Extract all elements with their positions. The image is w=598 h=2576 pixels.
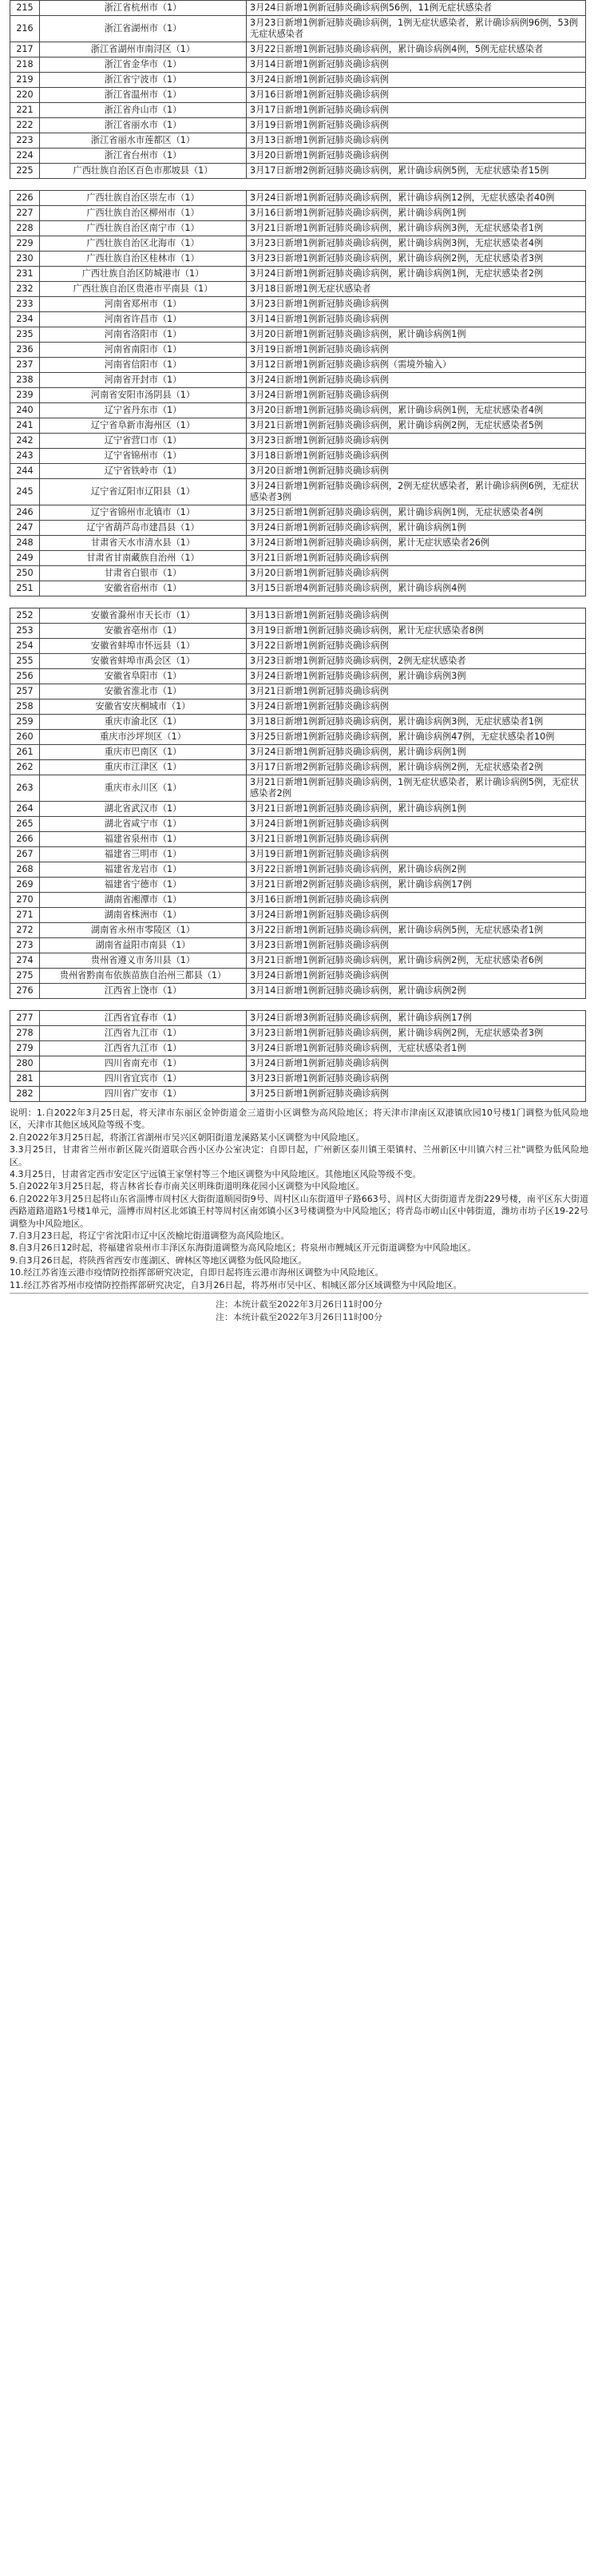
note-paragraph: 说明：1.自2022年3月25日起，将天津市东丽区金钟街道金三道街小区调整为高风险地区；将天津市津南区双港镇欣园10号楼1门调整为低风险地区，天津市其他区域风险等级不变。 (10, 1108, 588, 1131)
area-name: 江西省九江市（1） (40, 1041, 247, 1056)
row-number: 226 (10, 191, 40, 206)
area-name: 河南省许昌市（1） (40, 312, 247, 327)
table-row (10, 984, 586, 999)
case-description: 3月24日新增1例新冠肺炎确诊病例，累计无症状感染者26例 (247, 536, 586, 551)
table-row (10, 57, 586, 73)
note-paragraph: 11.经江苏省苏州市疫情防控指挥部研究决定，自3月26日起，将苏州市吴中区、相城区部分区域调整为中风险地区。 (10, 1279, 462, 1290)
row-number: 240 (10, 403, 40, 418)
table-row (10, 403, 586, 418)
area-name: 辽宁省营口市（1） (40, 434, 247, 449)
table-row (10, 206, 586, 221)
table-row (10, 479, 586, 505)
row-number: 279 (10, 1041, 40, 1056)
table-row (10, 551, 586, 566)
area-name: 辽宁省铁岭市（1） (40, 464, 247, 479)
case-description: 3月23日新增1例新冠肺炎确诊病例 (247, 297, 586, 312)
area-name: 广西壮族自治区贵港市平南县（1） (40, 282, 247, 297)
case-description: 3月21日新增1例新冠肺炎确诊病例，累计确诊病例2例，无症状感染者5例 (247, 418, 586, 434)
row-number: 238 (10, 373, 40, 388)
footer (10, 1298, 588, 1324)
area-name: 湖南省益阳市南县（1） (40, 938, 247, 953)
area-name: 广西壮族自治区崇左市（1） (40, 191, 247, 206)
area-name: 安徽省宿州市（1） (40, 581, 247, 596)
row-number: 281 (10, 1072, 40, 1087)
table-row (10, 654, 586, 669)
table-row (10, 624, 586, 639)
row-number: 228 (10, 221, 40, 236)
table-row (10, 878, 586, 893)
area-name: 福建省泉州市（1） (40, 832, 247, 847)
statistics-footnote: 注：本统计截至2022年3月26日11时00分 (216, 1312, 382, 1323)
row-number: 262 (10, 760, 40, 775)
table-gap (0, 999, 598, 1010)
area-name: 重庆市永川区（1） (40, 775, 247, 802)
case-description: 3月23日新增1例新冠肺炎确诊病例，累计确诊病例2例，无症状感染者3例 (247, 1026, 586, 1041)
area-name: 湖南省湘潭市（1） (40, 893, 247, 908)
row-number: 249 (10, 551, 40, 566)
table-row (10, 1, 586, 16)
case-description: 3月18日新增1例无症状感染者 (247, 282, 586, 297)
case-description: 3月24日新增1例新冠肺炎确诊病例，累计确诊病例1例，无症状感染者2例 (247, 267, 586, 282)
table-row (10, 715, 586, 730)
area-name: 浙江省杭州市（1） (40, 1, 247, 16)
area-name: 重庆市江津区（1） (40, 760, 247, 775)
table-row (10, 88, 586, 103)
case-description: 3月24日新增1例新冠肺炎确诊病例56例，11例无症状感染者 (247, 1, 586, 16)
row-number: 273 (10, 938, 40, 953)
note-paragraph: 7.自3月23日起，将辽宁省沈阳市辽中区茨榆坨街道调整为高风险地区。 (10, 1231, 290, 1242)
table-row (10, 581, 586, 596)
table-row (10, 449, 586, 464)
row-number: 276 (10, 984, 40, 999)
row-number: 280 (10, 1056, 40, 1072)
table-row (10, 388, 586, 403)
row-number: 263 (10, 775, 40, 802)
row-number: 234 (10, 312, 40, 327)
row-number: 272 (10, 923, 40, 938)
note-paragraph: 4.3月25日，甘肃省定西市安定区宁远镇王家堡村等三个地区调整为中风险地区。其他地区风险等级不变。 (10, 1169, 422, 1180)
row-number: 242 (10, 434, 40, 449)
area-name: 浙江省丽水市莲都区（1） (40, 133, 247, 149)
row-number: 236 (10, 343, 40, 358)
area-name: 河南省信阳市（1） (40, 358, 247, 373)
case-description: 3月17日新增1例新冠肺炎确诊病例 (247, 103, 586, 118)
table-row (10, 521, 586, 536)
area-name: 浙江省舟山市（1） (40, 103, 247, 118)
table-row (10, 745, 586, 760)
area-name: 江西省九江市（1） (40, 1026, 247, 1041)
case-description: 3月25日新增1例新冠肺炎确诊病例，累计确诊病例47例，无症状感染者10例 (247, 730, 586, 745)
note-paragraph: 9.自3月26日起，将陕西省西安市莲湖区、碑林区等地区调整为低风险地区。 (10, 1254, 307, 1266)
area-name: 河南省洛阳市（1） (40, 327, 247, 343)
case-description: 3月23日新增1例新冠肺炎确诊病例 (247, 1072, 586, 1087)
area-name: 河南省南阳市（1） (40, 343, 247, 358)
table-row (10, 1072, 586, 1087)
row-number: 221 (10, 103, 40, 118)
row-number: 237 (10, 358, 40, 373)
area-name: 浙江省金华市（1） (40, 57, 247, 73)
area-name: 辽宁省辽阳市辽阳县（1） (40, 479, 247, 505)
note-paragraph: 8.自3月26日12时起，将福建省泉州市丰泽区东海街道调整为高风险地区；将泉州市鲤城区开元街道调整为中风险地区。 (10, 1242, 477, 1254)
area-name: 湖北省咸宁市（1） (40, 817, 247, 832)
row-number: 235 (10, 327, 40, 343)
area-name: 江西省宜春市（1） (40, 1011, 247, 1026)
case-description: 3月24日新增1例新冠肺炎确诊病例，无症状感染者1例 (247, 1041, 586, 1056)
row-number: 227 (10, 206, 40, 221)
row-number: 230 (10, 252, 40, 267)
case-description: 3月22日新增1例新冠肺炎确诊病例，累计确诊病例2例 (247, 862, 586, 878)
row-number: 219 (10, 73, 40, 88)
area-name: 河南省开封市（1） (40, 373, 247, 388)
table-row (10, 669, 586, 684)
row-number: 243 (10, 449, 40, 464)
table-row (10, 282, 586, 297)
case-description: 3月15日新增4例新冠肺炎确诊病例，累计确诊病例4例 (247, 581, 586, 596)
table-row (10, 312, 586, 327)
table-row (10, 760, 586, 775)
row-number: 252 (10, 608, 40, 624)
row-number: 217 (10, 42, 40, 57)
area-name: 广西壮族自治区北海市（1） (40, 236, 247, 252)
area-name: 重庆市渝北区（1） (40, 715, 247, 730)
area-name: 甘肃省甘南藏族自治州（1） (40, 551, 247, 566)
area-name: 安徽省亳州市（1） (40, 624, 247, 639)
case-description: 3月14日新增1例新冠肺炎确诊病例 (247, 312, 586, 327)
area-name: 浙江省丽水市（1） (40, 118, 247, 133)
table-row (10, 536, 586, 551)
table-row (10, 297, 586, 312)
case-description: 3月25日新增1例新冠肺炎确诊病例，累计确诊病例1例，无症状感染者4例 (247, 505, 586, 521)
row-number: 215 (10, 1, 40, 16)
case-description: 3月24日新增1例新冠肺炎确诊病例 (247, 373, 586, 388)
table-row (10, 730, 586, 745)
area-name: 四川省宜宾市（1） (40, 1072, 247, 1087)
row-number: 254 (10, 639, 40, 654)
table-gap (0, 179, 598, 190)
case-description: 3月24日新增1例新冠肺炎确诊病例，累计确诊病例12例，无症状感染者40例 (247, 191, 586, 206)
case-description: 3月21日新增1例新冠肺炎确诊病例 (247, 832, 586, 847)
case-description: 3月18日新增1例新冠肺炎确诊病例 (247, 449, 586, 464)
row-number: 251 (10, 581, 40, 596)
case-description: 3月17日新增2例新冠肺炎确诊病例，累计确诊病例5例，无症状感染者15例 (247, 164, 586, 179)
case-description: 3月21日新增1例新冠肺炎确诊病例，累计确诊病例1例 (247, 802, 586, 817)
case-description: 3月14日新增1例新冠肺炎确诊病例 (247, 57, 586, 73)
row-number: 248 (10, 536, 40, 551)
area-name: 四川省南充市（1） (40, 1056, 247, 1072)
area-name: 浙江省湖州市（1） (40, 16, 247, 42)
table-row (10, 1041, 586, 1056)
table-row (10, 418, 586, 434)
row-number: 282 (10, 1087, 40, 1102)
table-row (10, 1011, 586, 1026)
risk-table (10, 190, 586, 596)
area-name: 浙江省宁波市（1） (40, 73, 247, 88)
area-name: 广西壮族自治区桂林市（1） (40, 252, 247, 267)
note-paragraph: 6.自2022年3月25日起将山东省淄博市周村区大街街道顺园街9号、周村区山东街道甲子路663号、周村区大街街道青龙街229号楼，南平区东大街道西路道路道路1号楼1单元，淄博市周村区北郊镇王村等周村区南郊镇小区3号楼调整为中风险地区；将青岛市崂山区中韩街道，潍坊市坊子区19-22号调整为中风险地区。 (10, 1193, 588, 1229)
case-description: 3月13日新增1例新冠肺炎确诊病例 (247, 608, 586, 624)
table-row (10, 639, 586, 654)
area-name: 安徽省淮北市（1） (40, 684, 247, 699)
area-name: 河南省郑州市（1） (40, 297, 247, 312)
area-name: 辽宁省锦州市北镇市（1） (40, 505, 247, 521)
risk-table (10, 608, 586, 999)
case-description: 3月24日新增1例新冠肺炎确诊病例 (247, 73, 586, 88)
table-row (10, 191, 586, 206)
area-name: 甘肃省天水市清水县（1） (40, 536, 247, 551)
area-name: 安徽省蚌埠市怀远县（1） (40, 639, 247, 654)
row-number: 220 (10, 88, 40, 103)
case-description: 3月23日新增1例新冠肺炎确诊病例 (247, 938, 586, 953)
table-row (10, 505, 586, 521)
case-description: 3月13日新增1例新冠肺炎确诊病例 (247, 133, 586, 149)
row-number: 233 (10, 297, 40, 312)
case-description: 3月21日新增1例新冠肺炎确诊病例，1例无症状感染者，累计确诊病例5例，无症状感染者2例 (247, 775, 586, 802)
case-description: 3月19日新增1例新冠肺炎确诊病例 (247, 118, 586, 133)
row-number: 270 (10, 893, 40, 908)
area-name: 江西省上饶市（1） (40, 984, 247, 999)
case-description: 3月21日新增1例新冠肺炎确诊病例，累计确诊病例2例，无症状感染者6例 (247, 953, 586, 969)
table-row (10, 938, 586, 953)
row-number: 231 (10, 267, 40, 282)
table-row (10, 862, 586, 878)
table-row (10, 608, 586, 624)
row-number: 277 (10, 1011, 40, 1026)
row-number: 269 (10, 878, 40, 893)
area-name: 辽宁省阜新市海州区（1） (40, 418, 247, 434)
table-row (10, 699, 586, 715)
row-number: 241 (10, 418, 40, 434)
risk-table (10, 0, 586, 179)
row-number: 268 (10, 862, 40, 878)
case-description: 3月20日新增1例新冠肺炎确诊病例，累计确诊病例1例，无症状感染者4例 (247, 403, 586, 418)
area-name: 安徽省安庆桐城市（1） (40, 699, 247, 715)
row-number: 244 (10, 464, 40, 479)
case-description: 3月23日新增1例新冠肺炎确诊病例 (247, 434, 586, 449)
table-row (10, 42, 586, 57)
row-number: 253 (10, 624, 40, 639)
case-description: 3月25日新增1例新冠肺炎确诊病例 (247, 1087, 586, 1102)
case-description: 3月24日新增1例新冠肺炎确诊病例，2例无症状感染者，累计确诊病例6例，无症状感染者3例 (247, 479, 586, 505)
risk-table (10, 1010, 586, 1102)
case-description: 3月12日新增1例新冠肺炎确诊病例（需境外输入） (247, 358, 586, 373)
case-description: 3月24日新增1例新冠肺炎确诊病例 (247, 1056, 586, 1072)
table-row (10, 103, 586, 118)
row-number: 246 (10, 505, 40, 521)
case-description: 3月21日新增1例新冠肺炎确诊病例 (247, 684, 586, 699)
case-description: 3月23日新增1例新冠肺炎确诊病例，2例无症状感染者 (247, 654, 586, 669)
table-row (10, 252, 586, 267)
case-description: 3月24日新增1例新冠肺炎确诊病例 (247, 969, 586, 984)
note-paragraph: 2.自2022年3月25日起，将浙江省湖州市吴兴区朝阳街道龙溪路某小区调整为中风险地区。 (10, 1131, 365, 1143)
row-number: 278 (10, 1026, 40, 1041)
table-row (10, 221, 586, 236)
row-number: 267 (10, 847, 40, 862)
case-description: 3月21日新增1例新冠肺炎确诊病例，累计确诊病例3例，无症状感染者1例 (247, 221, 586, 236)
notes-section (10, 1107, 588, 1291)
table-row (10, 327, 586, 343)
row-number: 266 (10, 832, 40, 847)
row-number: 255 (10, 654, 40, 669)
case-description: 3月21日新增2例新冠肺炎确诊病例，累计确诊病例17例 (247, 878, 586, 893)
statistics-footnote: 注：本统计截至2022年3月26日11时00分 (216, 1299, 382, 1310)
table-row (10, 684, 586, 699)
row-number: 260 (10, 730, 40, 745)
area-name: 辽宁省锦州市（1） (40, 449, 247, 464)
table-row (10, 832, 586, 847)
area-name: 四川省广安市（1） (40, 1087, 247, 1102)
row-number: 258 (10, 699, 40, 715)
note-paragraph: 5.自2022年3月25日起，将吉林省长春市南关区明珠街道明珠花园小区调整为中风险地区。 (10, 1181, 365, 1192)
case-description: 3月24日新增1例新冠肺炎确诊病例 (247, 699, 586, 715)
row-number: 250 (10, 566, 40, 581)
area-name: 广西壮族自治区防城港市（1） (40, 267, 247, 282)
case-description: 3月23日新增1例新冠肺炎确诊病例，1例无症状感染者，累计确诊病例96例，53例无症状感染者 (247, 16, 586, 42)
row-number: 264 (10, 802, 40, 817)
divider (10, 1293, 588, 1294)
note-paragraph: 10.经江苏省连云港市疫情防控指挥部研究决定，自即日起将连云港市海州区调整为中风险地区。 (10, 1267, 384, 1278)
area-name: 辽宁省葫芦岛市建昌县（1） (40, 521, 247, 536)
area-name: 贵州省黔南布依族苗族自治州三都县（1） (40, 969, 247, 984)
case-description: 3月22日新增1例新冠肺炎确诊病例 (247, 639, 586, 654)
area-name: 广西壮族自治区百色市那坡县（1） (40, 164, 247, 179)
area-name: 安徽省滁州市天长市（1） (40, 608, 247, 624)
area-name: 甘肃省白银市（1） (40, 566, 247, 581)
case-description: 3月24日新增1例新冠肺炎确诊病例 (247, 388, 586, 403)
row-number: 247 (10, 521, 40, 536)
area-name: 贵州省遵义市务川县（1） (40, 953, 247, 969)
case-description: 3月16日新增1例新冠肺炎确诊病例，累计确诊病例1例 (247, 206, 586, 221)
row-number: 256 (10, 669, 40, 684)
row-number: 274 (10, 953, 40, 969)
row-number: 218 (10, 57, 40, 73)
area-name: 重庆市巴南区（1） (40, 745, 247, 760)
case-description: 3月24日新增1例新冠肺炎确诊病例 (247, 817, 586, 832)
table-row (10, 464, 586, 479)
case-description: 3月24日新增1例新冠肺炎确诊病例 (247, 908, 586, 923)
case-description: 3月18日新增1例新冠肺炎确诊病例，累计确诊病例3例，无症状感染者1例 (247, 715, 586, 730)
table-row (10, 343, 586, 358)
case-description: 3月19日新增1例新冠肺炎确诊病例 (247, 847, 586, 862)
table-row (10, 1056, 586, 1072)
area-name: 福建省三明市（1） (40, 847, 247, 862)
row-number: 275 (10, 969, 40, 984)
table-row (10, 802, 586, 817)
area-name: 安徽省阜阳市（1） (40, 669, 247, 684)
case-description: 3月17日新增2例新冠肺炎确诊病例，累计确诊病例2例，无症状感染者2例 (247, 760, 586, 775)
area-name: 辽宁省丹东市（1） (40, 403, 247, 418)
case-description: 3月24日新增1例新冠肺炎确诊病例，累计确诊病例1例 (247, 521, 586, 536)
area-name: 广西壮族自治区柳州市（1） (40, 206, 247, 221)
table-row (10, 923, 586, 938)
case-description: 3月22日新增1例新冠肺炎确诊病例，累计确诊病例5例，无症状感染者1例 (247, 923, 586, 938)
row-number: 259 (10, 715, 40, 730)
case-description: 3月19日新增1例新冠肺炎确诊病例，累计无症状感染者8例 (247, 624, 586, 639)
case-description: 3月24日新增3例新冠肺炎确诊病例，累计确诊病例17例 (247, 1011, 586, 1026)
note-paragraph: 3.3月25日，甘肃省兰州市新区陇兴街道联合西小区办公室决定：自即日起，广州新区泰川镇王渠镇村、兰州新区中川镇六村三社"调整为低风险地区。 (10, 1144, 588, 1167)
table-row (10, 847, 586, 862)
table-row (10, 775, 586, 802)
case-description: 3月20日新增1例新冠肺炎确诊病例 (247, 566, 586, 581)
table-row (10, 566, 586, 581)
row-number: 271 (10, 908, 40, 923)
case-description: 3月23日新增1例新冠肺炎确诊病例，累计确诊病例2例，无症状感染者3例 (247, 252, 586, 267)
table-row (10, 893, 586, 908)
row-number: 261 (10, 745, 40, 760)
case-description: 3月16日新增1例新冠肺炎确诊病例 (247, 88, 586, 103)
area-name: 安徽省蚌埠市禹会区（1） (40, 654, 247, 669)
row-number: 232 (10, 282, 40, 297)
area-name: 福建省宁德市（1） (40, 878, 247, 893)
case-description: 3月24日新增1例新冠肺炎确诊病例，累计确诊病例3例 (247, 669, 586, 684)
table-row (10, 1026, 586, 1041)
row-number: 239 (10, 388, 40, 403)
table-row (10, 373, 586, 388)
table-row (10, 118, 586, 133)
table-row (10, 133, 586, 149)
case-description: 3月20日新增1例新冠肺炎确诊病例，累计确诊病例1例 (247, 327, 586, 343)
row-number: 223 (10, 133, 40, 149)
case-description: 3月19日新增1例新冠肺炎确诊病例 (247, 343, 586, 358)
risk-area-tables (0, 0, 598, 1102)
row-number: 265 (10, 817, 40, 832)
area-name: 浙江省台州市（1） (40, 149, 247, 164)
area-name: 浙江省温州市（1） (40, 88, 247, 103)
case-description: 3月22日新增1例新冠肺炎确诊病例，累计确诊病例4例，5例无症状感染者 (247, 42, 586, 57)
row-number: 225 (10, 164, 40, 179)
table-row (10, 164, 586, 179)
table-row (10, 236, 586, 252)
table-row (10, 73, 586, 88)
table-row (10, 16, 586, 42)
table-row (10, 149, 586, 164)
table-row (10, 267, 586, 282)
area-name: 湖南省株洲市（1） (40, 908, 247, 923)
area-name: 重庆市沙坪坝区（1） (40, 730, 247, 745)
area-name: 湖北省武汉市（1） (40, 802, 247, 817)
row-number: 216 (10, 16, 40, 42)
row-number: 224 (10, 149, 40, 164)
case-description: 3月20日新增1例新冠肺炎确诊病例 (247, 149, 586, 164)
case-description: 3月21日新增1例新冠肺炎确诊病例 (247, 551, 586, 566)
case-description: 3月23日新增1例新冠肺炎确诊病例，累计确诊病例3例，无症状感染者4例 (247, 236, 586, 252)
row-number: 245 (10, 479, 40, 505)
table-row (10, 969, 586, 984)
table-row (10, 1087, 586, 1102)
row-number: 229 (10, 236, 40, 252)
area-name: 广西壮族自治区南宁市（1） (40, 221, 247, 236)
table-gap (0, 596, 598, 608)
table-row (10, 434, 586, 449)
area-name: 河南省安阳市汤阴县（1） (40, 388, 247, 403)
case-description: 3月20日新增1例新冠肺炎确诊病例 (247, 464, 586, 479)
case-description: 3月24日新增1例新冠肺炎确诊病例，累计确诊病例1例 (247, 745, 586, 760)
area-name: 湖南省永州市零陵区（1） (40, 923, 247, 938)
area-name: 浙江省湖州市南浔区（1） (40, 42, 247, 57)
row-number: 222 (10, 118, 40, 133)
table-row (10, 908, 586, 923)
case-description: 3月14日新增1例新冠肺炎确诊病例，累计确诊病例2例 (247, 984, 586, 999)
table-row (10, 953, 586, 969)
area-name: 福建省龙岩市（1） (40, 862, 247, 878)
case-description: 3月16日新增1例新冠肺炎确诊病例 (247, 893, 586, 908)
row-number: 257 (10, 684, 40, 699)
table-row (10, 358, 586, 373)
table-row (10, 817, 586, 832)
